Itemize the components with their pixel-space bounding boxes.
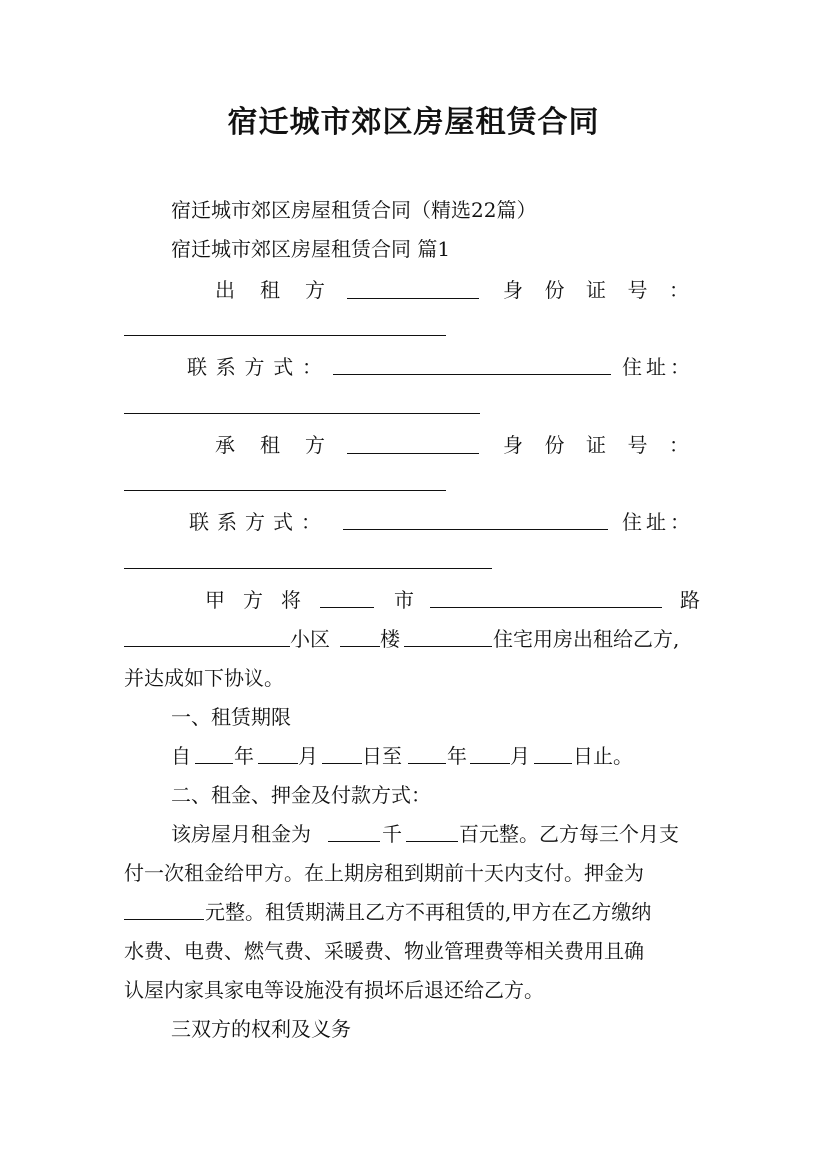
lease-purpose-text: 住宅用房出租给乙方,	[493, 627, 680, 651]
document-title: 宿迁城市郊区房屋租赁合同	[227, 105, 600, 140]
end-day-blank	[534, 763, 572, 764]
start-day-label: 日至	[362, 744, 402, 768]
end-month-label: 月	[510, 744, 530, 768]
start-year-label: 年	[234, 744, 254, 768]
road-blank	[430, 607, 662, 608]
section-2-heading: 二、租金、押金及付款方式：	[171, 783, 431, 807]
lessee-contact-blank	[343, 529, 608, 530]
start-year-blank	[195, 763, 233, 764]
lessor-address-label: 住 址 ：	[622, 355, 690, 379]
lessor-id-label: 身 份 证 号 ：	[503, 278, 689, 302]
payment-line: 付一次租金给甲方。在上期房租到期前十天内支付。押金为	[124, 861, 644, 885]
lessee-id-blank	[124, 490, 446, 491]
end-day-label: 日止。	[573, 744, 633, 768]
rent-text-a: 该房屋月租金为	[171, 822, 311, 846]
rent-text-c: 百元整。乙方每三个月支	[459, 822, 679, 846]
start-month-label: 月	[298, 744, 318, 768]
end-month-blank	[470, 763, 510, 764]
rent-hundreds-blank	[406, 841, 458, 842]
building-label: 楼	[380, 627, 400, 651]
road-number-blank	[124, 646, 290, 647]
lessee-id-label: 身 份 证 号 ：	[503, 433, 689, 457]
intro-line-2: 宿迁城市郊区房屋租赁合同 篇1	[171, 237, 451, 261]
lessee-address-label: 住 址 ：	[622, 510, 690, 534]
intro-line-1: 宿迁城市郊区房屋租赁合同（精选22篇）	[171, 198, 537, 222]
lessee-address-blank	[124, 568, 492, 569]
rent-thousands-label: 千	[382, 822, 402, 846]
agreement-line: 并达成如下协议。	[124, 666, 284, 690]
lessor-id-blank	[124, 335, 446, 336]
building-blank	[340, 646, 380, 647]
road-label: 路	[680, 588, 700, 612]
lessor-label: 出 租 方	[215, 278, 325, 302]
city-blank	[320, 607, 374, 608]
lessee-label: 承 租 方	[215, 433, 325, 457]
lessor-address-blank	[124, 413, 480, 414]
lessor-contact-blank	[333, 374, 611, 375]
deposit-line: 元整。租赁期满且乙方不再租赁的,甲方在乙方缴纳	[205, 900, 652, 924]
section-1-heading: 一、租赁期限	[171, 705, 291, 729]
end-year-label: 年	[447, 744, 467, 768]
city-label: 市	[394, 588, 414, 612]
rent-thousands-blank	[328, 841, 380, 842]
section-3-heading: 三双方的权利及义务	[171, 1017, 351, 1041]
fees-line: 水费、电费、燃气费、采暖费、物业管理费等相关费用且确	[124, 939, 644, 963]
lessor-contact-label: 联 系 方 式 ：	[187, 355, 322, 379]
term-from: 自	[171, 744, 191, 768]
lessee-contact-label: 联 系 方 式 ：	[189, 510, 321, 534]
lessee-name-blank	[347, 453, 479, 454]
deposit-blank	[124, 919, 204, 920]
unit-blank	[404, 646, 492, 647]
xiaoqu-label: 小区	[290, 627, 330, 651]
party-a-label: 甲 方 将	[205, 588, 301, 612]
refund-line: 认屋内家具家电等设施没有损坏后退还给乙方。	[124, 978, 544, 1002]
lessor-name-blank	[347, 298, 479, 299]
start-day-blank	[322, 763, 362, 764]
end-year-blank	[408, 763, 446, 764]
start-month-blank	[258, 763, 298, 764]
